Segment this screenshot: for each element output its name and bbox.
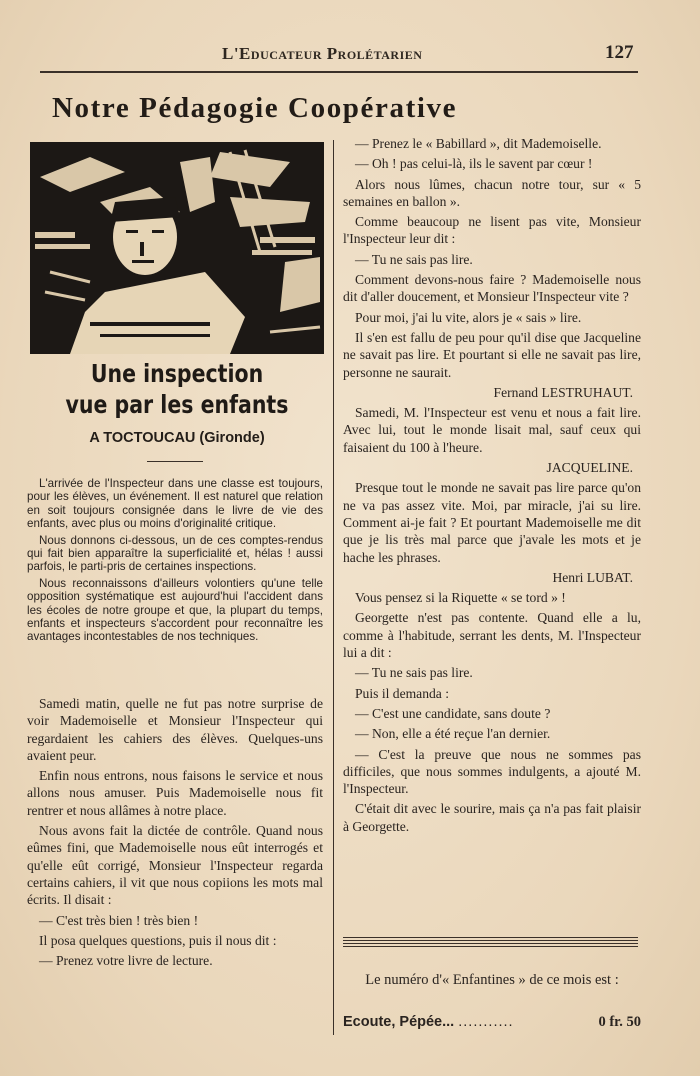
author-signature: Fernand LESTRUHAUT. (493, 384, 633, 400)
body-paragraph: Alors nous lûmes, chacun notre tour, sur « 5 semaines en ballon ». (343, 176, 641, 209)
body-paragraph: — Prenez votre livre de lecture. (39, 953, 213, 969)
header-rule (40, 71, 638, 73)
subtitle-line-2: vue par les enfants (65, 390, 289, 419)
running-header: L'Educateur Prolétarien (222, 44, 423, 63)
body-paragraph: — Tu ne sais pas lire. (355, 251, 473, 267)
body-paragraph: Comment devons-nous faire ? Mademoiselle nous dit d'aller doucement, et Monsieur l'Inspecteur vite ? (343, 272, 641, 305)
body-paragraph: Il s'en est fallu de peu pour qu'il dise que Jacqueline ne savait pas lire. Et pourtant si elle ne savait pas lire, personne ne saurait. (343, 329, 641, 380)
body-paragraph: Comme beaucoup ne lisent pas vite, Monsieur l'Inspecteur leur dit : (343, 214, 641, 247)
author-signature: Henri LUBAT. (552, 569, 633, 585)
subtitle-line-1: Une inspection (90, 359, 264, 388)
article-location: A TOCTOUCAU (Gironde) (89, 430, 265, 446)
column-divider (333, 140, 334, 1035)
body-paragraph: — C'est très bien ! très bien ! (39, 912, 199, 928)
body-paragraph: — Non, elle a été reçue l'an dernier. (355, 726, 551, 742)
body-paragraph: Georgette n'est pas contente. Quand elle a lu, comme à l'habitude, serrant les dents, M. l'Inspecteur lui a dit : (343, 610, 641, 661)
page-number: 127 (605, 42, 634, 63)
body-paragraph: — C'est la preuve que nous ne sommes pas difficiles, que nous sommes indulgents, a ajouté M. l'Inspecteur. (343, 746, 641, 797)
right-column-body (343, 135, 641, 838)
advert-price: 0 fr. 50 (598, 1014, 641, 1030)
subtitle-rule (147, 461, 203, 462)
body-paragraph: Pour moi, j'ai lu vite, alors je « sais » lire. (355, 309, 582, 325)
article-subtitle (56, 358, 297, 420)
body-paragraph: Il posa quelques questions, puis il nous dit : (39, 932, 277, 948)
body-paragraph: — Tu ne sais pas lire. (355, 665, 473, 681)
left-column-body (27, 695, 323, 972)
body-paragraph: Samedi, M. l'Inspecteur est venu et nous a fait lire. Avec lui, tout le monde lisait mal, sauf ceux qui faisaient du 100 à l'heure. (343, 405, 641, 455)
body-paragraph: Samedi matin, quelle ne fut pas notre surprise de voir Mademoiselle et Monsieur l'Inspecteur qui regardaient les cahiers des élèves. Quelques-uns avaient peur. (27, 696, 323, 763)
body-paragraph: — C'est une candidate, sans doute ? (355, 705, 551, 721)
body-paragraph: — Oh ! pas celui-là, ils le savent par cœur ! (355, 156, 593, 172)
body-paragraph: Enfin nous entrons, nous faisons le service et nous allons nous amuser. Puis Mademoiselle nous fit rentrer et nous allâmes à notre place. (27, 768, 323, 818)
intro-paragraph: Nous donnons ci-dessous, un de ces comptes-rendus qui fait bien apparaître la superficialité et, hélas ! aussi parfois, le parti-pris de certaines inspections. (27, 533, 323, 574)
intro-paragraph: Nous reconnaissons d'ailleurs volontiers qu'une telle opposition systématique est aujourd'hui l'accident dans les écoles de notre groupe et que, la plupart du temps, enfants et inspecteurs s'accordent pour reconnaître les avantages incontestables de nos techniques. (27, 576, 323, 644)
intro-paragraph: L'arrivée de l'Inspecteur dans une classe est toujours, pour les élèves, un événement. Il est naturel que relation en soit toujours consignée dans le livre de vie des enfants, avec plus ou moins d'originalité critique. (27, 477, 323, 531)
advert-item-title: Ecoute, Pépée... (343, 1014, 455, 1030)
intro-text (27, 477, 323, 647)
body-paragraph: Presque tout le monde ne savait pas lire parce qu'on ne va pas assez vite. Moi, par miracle, j'ai su lire. Comment ai-je fait ? Et pourtant Mademoiselle me dit que je lis très mal parce que j'avale les mots et je hache les phrases. (343, 480, 641, 565)
woodcut-illustration-icon (30, 142, 324, 354)
article-title: Notre Pédagogie Coopérative (52, 92, 458, 124)
advert-text: Le numéro d'« Enfantines » de ce mois est : (365, 972, 619, 988)
body-paragraph: — Prenez le « Babillard », dit Mademoiselle. (355, 136, 602, 151)
advert-dots: ........... (458, 1014, 514, 1030)
author-signature: JACQUELINE. (546, 460, 633, 476)
body-paragraph: Vous pensez si la Riquette « se tord » ! (355, 590, 566, 606)
body-paragraph: Nous avons fait la dictée de contrôle. Quand nous eûmes fini, que Mademoiselle nous eût interrogés et qu'elle eût corrigé, Monsieur l'Inspecteur regarda certains cahiers, il vit que nous copiions les mots mal écrits. Il disait : (27, 823, 323, 908)
advert-item (343, 1014, 641, 1030)
body-paragraph: Puis il demanda : (355, 685, 450, 701)
body-paragraph: C'était dit avec le sourire, mais ça n'a pas fait plaisir à Georgette. (343, 801, 641, 834)
section-separator (343, 937, 638, 949)
